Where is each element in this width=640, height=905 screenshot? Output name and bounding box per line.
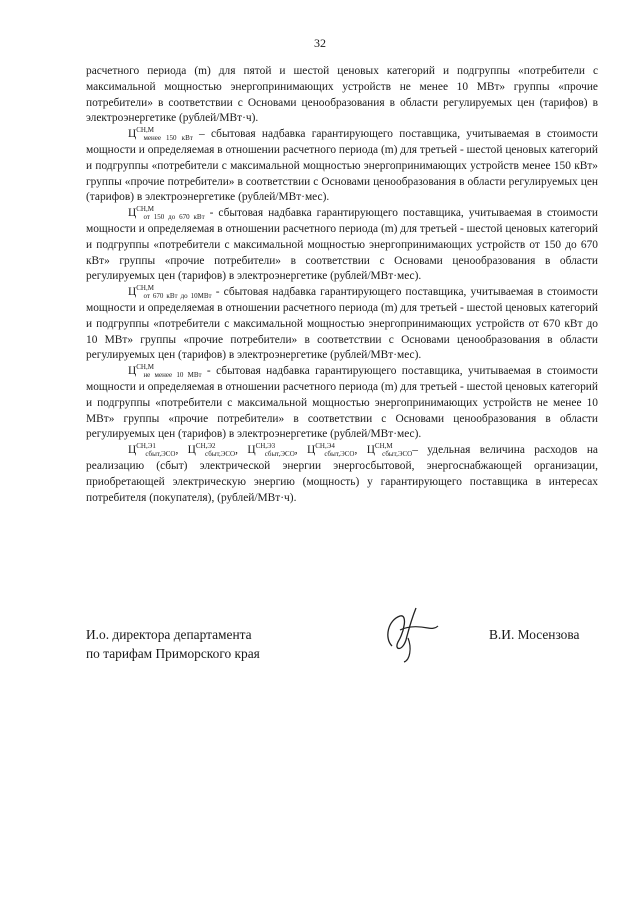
definition-paragraph (86, 364, 598, 443)
symbol-letter: Ц (128, 286, 137, 299)
definition-text: - сбытовая надбавка гарантирующего поставщика, учитываемая в стоимости мощности и определяемая в отношении расчетного периода (m) для третьей - шестой ценовых категорий и подгруппы «потребители с максимальной мощностью энергопринимающих устройств от 670 кВт до 10 МВт» группы «прочие потребители» в соответствии с Основами ценообразования в области регулируемых цен (тарифов) в электроэнергетике (рублей/МВт·мес). (86, 286, 598, 362)
definition-symbol (128, 205, 205, 222)
symbol-letter: Ц (128, 444, 137, 457)
definition-paragraph (86, 285, 598, 364)
symbol-superscript: СН,М (374, 442, 393, 451)
symbol-letter: Ц (128, 128, 137, 141)
signatory-title-line-2: по тарифам Приморского края (86, 646, 260, 661)
final-symbol (307, 442, 355, 459)
symbol-subscript: сбыт,ЭСО (145, 450, 176, 459)
final-symbol (247, 442, 295, 459)
definition-text: - сбытовая надбавка гарантирующего поставщика, учитываемая в стоимости мощности и определяемая в отношении расчетного периода (m) для третьей - шестой ценовых категорий и подгруппы «потребители с максимальной мощностью энергопринимающих устройств не менее 10 МВт» группы «прочие потребители» в соответствии с Основами ценообразования в области регулируемых цен (тарифов) в электроэнергетике (рублей/МВт·мес). (86, 365, 598, 441)
symbol-subscript: сбыт,ЭСО (264, 450, 295, 459)
symbol-superscript: СН,Э1 (136, 442, 156, 451)
symbol-separator: , (175, 444, 188, 457)
final-symbols (128, 442, 413, 459)
symbol-separator: , (235, 444, 248, 457)
symbol-superscript: СН,Э2 (195, 442, 216, 451)
symbol-superscript: СН,М (136, 205, 154, 214)
document-body (86, 64, 598, 506)
symbol-superscript: СН,Э3 (255, 442, 276, 451)
symbol-superscript: СН,М (136, 284, 154, 293)
symbol-superscript: СН,Э4 (315, 442, 335, 451)
intro-paragraph: расчетного периода (m) для пятой и шестой ценовых категорий и подгруппы «потребители с максимальной мощностью энергопринимающих устройств не менее 10 МВт» группы «прочие потребители» в соответствии с Основами ценообразования в области регулируемых цен (тарифов) в электроэнергетике (рублей/МВт·ч). (86, 65, 598, 125)
symbol-subscript: сбыт,ЭСО (324, 450, 355, 459)
handwritten-signature (378, 602, 440, 664)
symbol-letter: Ц (128, 365, 137, 378)
symbol-letter: Ц (247, 444, 256, 457)
symbol-subscript: не менее 10 МВт (143, 371, 202, 380)
symbol-subscript: сбыт,ЭСО (205, 450, 236, 459)
definition-symbol (128, 363, 202, 380)
symbol-letter: Ц (307, 444, 316, 457)
final-definition (86, 443, 598, 506)
definition-text: - сбытовая надбавка гарантирующего поставщика, учитываемая в стоимости мощности и определяемая в отношении расчетного периода (m) для третьей - шестой ценовых категорий и подгруппы «потребители с максимальной мощностью энергопринимающих устройств от 150 до 670 кВт» группы «прочие потребители» в соответствии с Основами ценообразования в области регулируемых цен (тарифов) в электроэнергетике (рублей/МВт·мес). (86, 207, 598, 283)
definition-paragraph (86, 206, 598, 285)
symbol-letter: Ц (187, 444, 196, 457)
symbol-letter: Ц (128, 207, 137, 220)
definitions-list (86, 127, 598, 443)
symbol-letter: Ц (366, 444, 375, 457)
symbol-subscript: от 670 кВт до 10МВт (143, 292, 212, 301)
symbol-superscript: СН,М (136, 363, 154, 372)
definition-symbol (128, 126, 193, 143)
signatory-title-line-1: И.о. директора департамента (86, 627, 252, 642)
symbol-subscript: сбыт,ЭСО (382, 450, 413, 459)
definition-text: – сбытовая надбавка гарантирующего поставщика, учитываемая в стоимости мощности и определяемая в отношении расчетного периода (m) для третьей - шестой ценовых категорий и подгруппы «потребители с максимальной мощностью энергопринимающих устройств менее 150 кВт» группы «прочие потребители» в соответствии с Основами ценообразования в области регулируемых цен (тарифов) в электроэнергетике (рублей/МВт·мес). (86, 128, 598, 204)
page-number: 32 (314, 36, 326, 50)
symbol-separator: , (294, 444, 308, 457)
symbol-subscript: менее 150 кВт (143, 134, 193, 143)
final-symbol (128, 442, 176, 459)
symbol-superscript: СН,М (136, 126, 154, 135)
signatory-name: В.И. Мосензова (489, 627, 580, 642)
definition-paragraph (86, 127, 598, 206)
final-symbol (187, 442, 236, 459)
definition-symbol (128, 284, 212, 301)
symbol-separator: , (354, 444, 367, 457)
signatory-title (86, 625, 260, 663)
final-definition-text: – удельная величина расходов на реализацию (сбыт) электрической энергии энергосбытовой, энергоснабжающей организации, приобретающей электрическую энергию (мощность) у гарантирующего поставщика в интересах потребителя (покупателя), (рублей/МВт·ч). (86, 444, 598, 504)
final-symbol (366, 442, 413, 459)
symbol-subscript: от 150 до 670 кВт (143, 213, 205, 222)
